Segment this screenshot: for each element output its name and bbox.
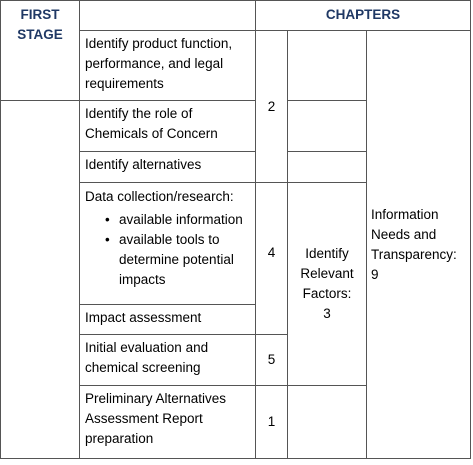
task-line: Identify the role of — [85, 106, 193, 121]
bullet-line: • available information — [119, 212, 243, 227]
task-cell — [80, 31, 256, 101]
empty-cell — [288, 31, 367, 101]
bullet-line: • available tools to — [119, 232, 220, 247]
first-stage-header — [1, 1, 80, 101]
task-line: preparation — [85, 431, 154, 446]
task-cell — [80, 386, 256, 459]
relevant-factors-line: 3 — [323, 306, 331, 321]
task-line: chemical screening — [85, 360, 201, 375]
chapter-number: 2 — [256, 31, 288, 183]
info-needs-line: Information — [371, 206, 439, 222]
task-cell — [80, 152, 256, 183]
chapters-header: CHAPTERS — [256, 1, 471, 31]
task-line: Preliminary Alternatives — [85, 391, 227, 406]
task-line: requirements — [85, 76, 164, 91]
task-line: Identify alternatives — [85, 157, 202, 172]
info-needs-line: Needs and — [371, 226, 437, 242]
bullet-item — [105, 210, 250, 230]
bullet-item — [105, 230, 250, 290]
task-line: Data collection/research: — [85, 189, 234, 204]
task-cell — [80, 335, 256, 386]
first-stage-header-line: FIRST — [20, 7, 60, 22]
info-needs-line: 9 — [371, 266, 379, 282]
bullet-line: impacts — [119, 272, 166, 287]
task-cell — [80, 101, 256, 152]
chapter-number: 5 — [256, 335, 288, 386]
task-line: Assessment Report — [85, 411, 203, 426]
task-line: Identify product function, — [85, 36, 233, 51]
relevant-factors-line: Relevant — [300, 266, 354, 281]
first-stage-blank-cell — [1, 101, 80, 459]
task-line: Initial evaluation and — [85, 340, 209, 355]
task-line: Chemicals of Concern — [85, 126, 218, 141]
empty-cell — [288, 386, 367, 459]
task-line: performance, and legal — [85, 56, 224, 71]
chapter-number: 4 — [256, 183, 288, 335]
chapter-number: 1 — [256, 386, 288, 459]
task-cell — [80, 305, 256, 335]
empty-cell — [288, 101, 367, 152]
empty-cell — [288, 152, 367, 183]
header-blank-cell — [80, 1, 256, 31]
header-row — [1, 1, 471, 31]
relevant-factors-line: Factors: — [302, 286, 352, 301]
task-cell — [80, 183, 256, 305]
task-line: Impact assessment — [85, 310, 202, 325]
bullet-list — [85, 210, 250, 290]
info-needs-cell — [367, 31, 471, 459]
relevant-factors-cell — [288, 183, 367, 386]
bullet-line: determine potential — [119, 252, 234, 267]
first-stage-header-line: STAGE — [17, 27, 63, 42]
info-needs-line: Transparency: — [371, 246, 457, 262]
relevant-factors-line: Identify — [305, 246, 349, 261]
